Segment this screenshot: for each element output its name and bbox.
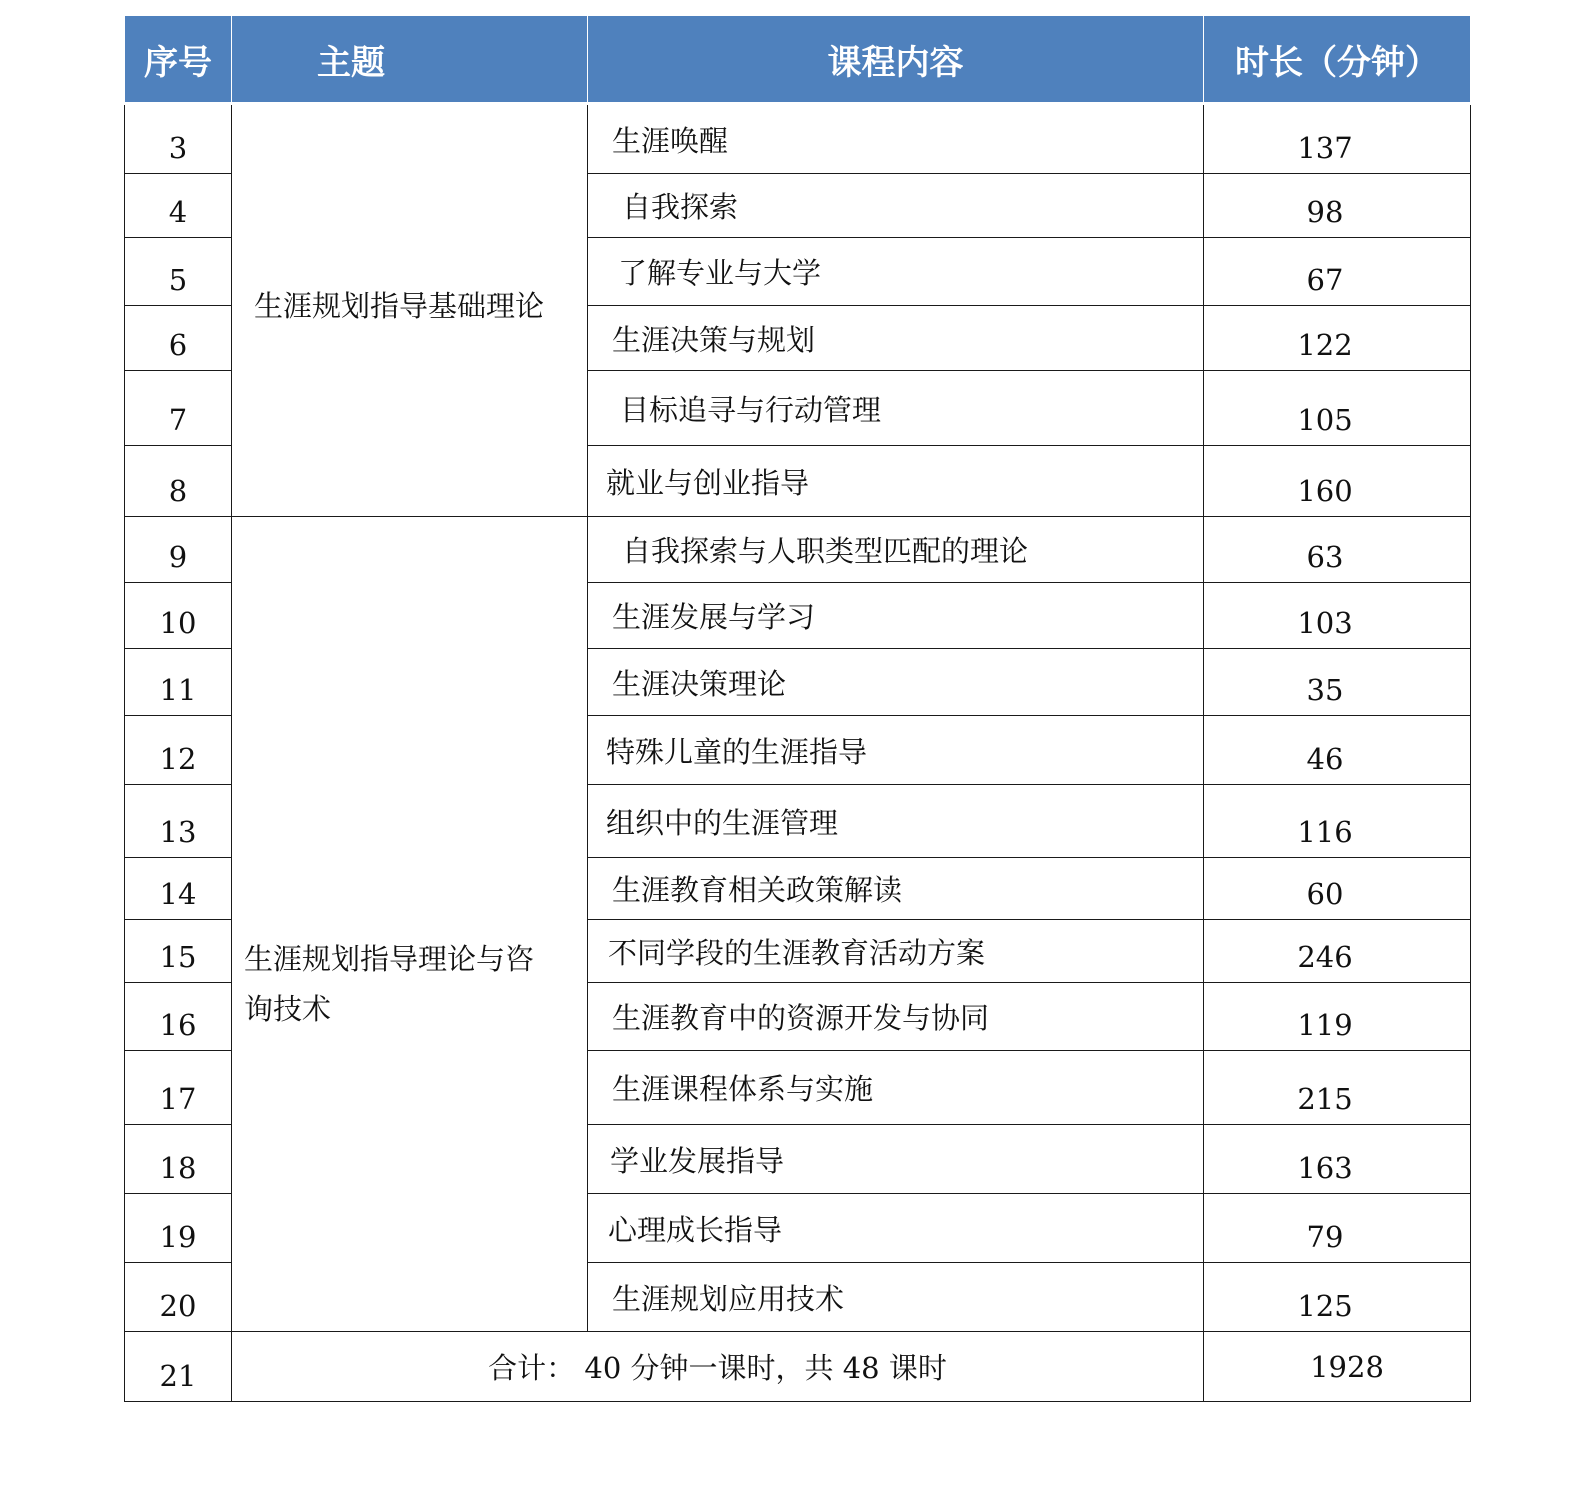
seq-cell: 13 [125, 785, 232, 858]
content-cell: 自我探索与人职类型匹配的理论 [588, 517, 1204, 583]
course-table [124, 15, 1471, 1402]
duration-cell: 98 [1204, 174, 1471, 238]
duration-cell: 137 [1204, 104, 1471, 174]
duration-cell: 163 [1204, 1125, 1471, 1194]
duration-cell: 79 [1204, 1194, 1471, 1263]
header-theme: 主题 [232, 16, 588, 104]
content-cell: 生涯唤醒 [588, 104, 1204, 174]
content-cell: 生涯教育相关政策解读 [588, 858, 1204, 920]
duration-cell: 103 [1204, 583, 1471, 649]
total-duration: 1928 [1204, 1332, 1471, 1402]
content-cell: 生涯教育中的资源开发与协同 [588, 983, 1204, 1051]
seq-cell: 10 [125, 583, 232, 649]
duration-cell: 105 [1204, 371, 1471, 446]
theme-cell: 生涯规划指导基础理论 [232, 104, 588, 517]
seq-cell: 19 [125, 1194, 232, 1263]
duration-cell: 116 [1204, 785, 1471, 858]
seq-cell: 5 [125, 238, 232, 306]
table-row [125, 104, 1471, 174]
table-row [125, 517, 1471, 583]
seq-cell: 7 [125, 371, 232, 446]
content-cell: 就业与创业指导 [588, 446, 1204, 517]
total-row [125, 1332, 1471, 1402]
seq-cell: 11 [125, 649, 232, 716]
header-content: 课程内容 [588, 16, 1204, 104]
content-cell: 了解专业与大学 [588, 238, 1204, 306]
duration-cell: 215 [1204, 1051, 1471, 1125]
content-cell: 学业发展指导 [588, 1125, 1204, 1194]
content-cell: 不同学段的生涯教育活动方案 [588, 920, 1204, 983]
content-cell: 组织中的生涯管理 [588, 785, 1204, 858]
seq-cell: 20 [125, 1263, 232, 1332]
content-cell: 生涯规划应用技术 [588, 1263, 1204, 1332]
duration-cell: 122 [1204, 306, 1471, 371]
seq-cell: 18 [125, 1125, 232, 1194]
content-cell: 生涯决策与规划 [588, 306, 1204, 371]
content-cell: 自我探索 [588, 174, 1204, 238]
seq-cell: 4 [125, 174, 232, 238]
content-cell: 特殊儿童的生涯指导 [588, 716, 1204, 785]
seq-cell: 6 [125, 306, 232, 371]
duration-cell: 67 [1204, 238, 1471, 306]
duration-cell: 160 [1204, 446, 1471, 517]
theme-cell: 生涯规划指导理论与咨询技术 [232, 517, 588, 1332]
seq-cell: 17 [125, 1051, 232, 1125]
duration-cell: 63 [1204, 517, 1471, 583]
seq-cell: 15 [125, 920, 232, 983]
total-seq-cell: 21 [125, 1332, 232, 1402]
duration-cell: 35 [1204, 649, 1471, 716]
header-seq: 序号 [125, 16, 232, 104]
table-body [125, 104, 1471, 1402]
duration-cell: 60 [1204, 858, 1471, 920]
seq-cell: 14 [125, 858, 232, 920]
content-cell: 生涯决策理论 [588, 649, 1204, 716]
content-cell: 心理成长指导 [588, 1194, 1204, 1263]
header-row [125, 16, 1471, 104]
seq-cell: 3 [125, 104, 232, 174]
duration-cell: 119 [1204, 983, 1471, 1051]
seq-cell: 16 [125, 983, 232, 1051]
content-cell: 生涯发展与学习 [588, 583, 1204, 649]
duration-cell: 246 [1204, 920, 1471, 983]
content-cell: 目标追寻与行动管理 [588, 371, 1204, 446]
seq-cell: 12 [125, 716, 232, 785]
duration-cell: 125 [1204, 1263, 1471, 1332]
header-duration: 时长（分钟） [1204, 16, 1471, 104]
total-label: 合计： 40 分钟一课时，共 48 课时 [232, 1332, 1204, 1402]
content-cell: 生涯课程体系与实施 [588, 1051, 1204, 1125]
seq-cell: 9 [125, 517, 232, 583]
table-header [125, 16, 1471, 104]
seq-cell: 8 [125, 446, 232, 517]
duration-cell: 46 [1204, 716, 1471, 785]
